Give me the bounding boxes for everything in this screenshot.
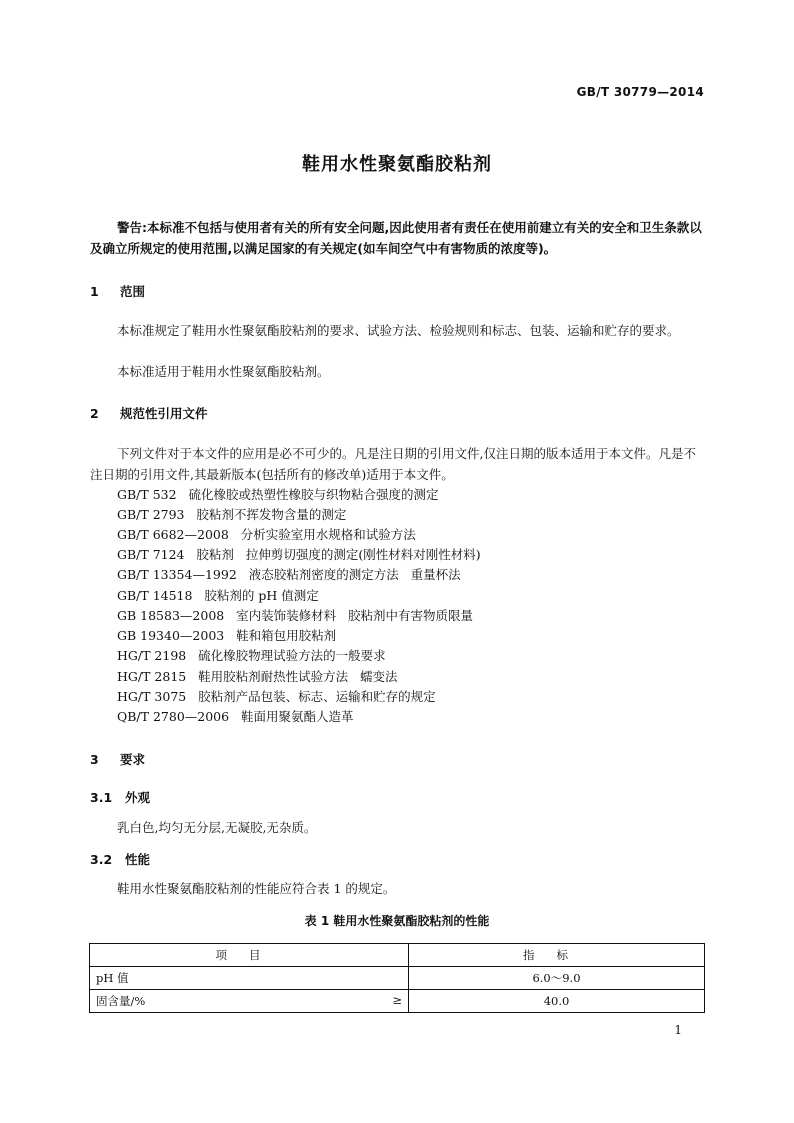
warning-paragraph [90, 217, 706, 259]
reference-item: GB/T 13354—1992 液态胶粘剂密度的测定方法 重量杯法 [117, 567, 461, 582]
reference-item: HG/T 2198 硫化橡胶物理试验方法的一般要求 [117, 648, 386, 663]
reference-item: GB/T 14518 胶粘剂的 pH 值测定 [117, 588, 319, 603]
reference-item: QB/T 2780—2006 鞋面用聚氨酯人造革 [117, 709, 354, 724]
table-header-row [90, 944, 705, 967]
section-3-2-heading [90, 850, 150, 868]
reference-item: GB/T 2793 胶粘剂不挥发物含量的测定 [117, 507, 347, 522]
properties-table [89, 943, 705, 1013]
warning-text: 本标准不包括与使用者有关的所有安全问题,因此使用者有责任在使用前建立有关的安全和卫生条款以及确立所规定的使用范围,以满足国家的有关规定(如车间空气中有害物质的浓度等)。 [90, 220, 702, 256]
section-number: 3.2 [90, 852, 113, 867]
section-3-heading [90, 750, 145, 768]
reference-item: GB 18583—2008 室内装饰装修材料 胶粘剂中有害物质限量 [117, 608, 474, 623]
performance-paragraph: 鞋用水性聚氨酯胶粘剂的性能应符合表 1 的规定。 [117, 881, 396, 896]
table-row [90, 990, 705, 1013]
section-title: 范围 [120, 284, 146, 299]
section-title: 要求 [120, 752, 146, 767]
section-title: 规范性引用文件 [120, 406, 208, 421]
table-cell-value: 40.0 [409, 990, 705, 1013]
scope-paragraph-2: 本标准适用于鞋用水性聚氨酯胶粘剂。 [117, 364, 330, 379]
table-cell-item [90, 990, 409, 1013]
section-2-heading [90, 404, 208, 422]
warning-label: 警告: [117, 220, 147, 235]
scope-paragraph-1: 本标准规定了鞋用水性聚氨酯胶粘剂的要求、试验方法、检验规则和标志、包装、运输和贮存的要求。 [117, 323, 680, 338]
reference-item: GB/T 532 硫化橡胶或热塑性橡胶与织物粘合强度的测定 [117, 487, 439, 502]
reference-item: GB/T 7124 胶粘剂 拉伸剪切强度的测定(刚性材料对刚性材料) [117, 547, 481, 562]
item-name: 固含量/% [96, 994, 146, 1008]
table-caption: 表 1 鞋用水性聚氨酯胶粘剂的性能 [304, 914, 490, 928]
table-cell-item [90, 967, 409, 990]
appearance-paragraph: 乳白色,均匀无分层,无凝胶,无杂质。 [117, 820, 317, 835]
reference-item: HG/T 3075 胶粘剂产品包装、标志、运输和贮存的规定 [117, 689, 436, 704]
reference-item: GB 19340—2003 鞋和箱包用胶粘剂 [117, 628, 337, 643]
table-header-value: 指标 [409, 944, 705, 967]
standard-code: GB/T 30779—2014 [576, 85, 704, 99]
section-number: 3.1 [90, 790, 113, 805]
item-qualifier: ≥ [392, 993, 402, 1007]
table-row [90, 967, 705, 990]
normative-references-intro: 下列文件对于本文件的应用是必不可少的。凡是注日期的引用文件,仅注日期的版本适用于本文件。凡是不注日期的引用文件,其最新版本(包括所有的修改单)适用于本文件。 [90, 446, 696, 482]
section-number: 2 [90, 406, 99, 421]
section-1-heading [90, 282, 145, 300]
section-title: 外观 [125, 790, 151, 805]
table-cell-value: 6.0～9.0 [409, 967, 705, 990]
document-title: 鞋用水性聚氨酯胶粘剂 [302, 154, 492, 175]
section-number: 3 [90, 752, 99, 767]
section-title: 性能 [125, 852, 151, 867]
section-3-1-heading [90, 788, 150, 806]
reference-item: GB/T 6682—2008 分析实验室用水规格和试验方法 [117, 527, 416, 542]
table-header-item: 项目 [90, 944, 409, 967]
page-number: 1 [674, 1023, 682, 1037]
section-number: 1 [90, 284, 99, 299]
reference-item: HG/T 2815 鞋用胶粘剂耐热性试验方法 蠕变法 [117, 669, 398, 684]
item-name: pH 值 [96, 971, 129, 985]
